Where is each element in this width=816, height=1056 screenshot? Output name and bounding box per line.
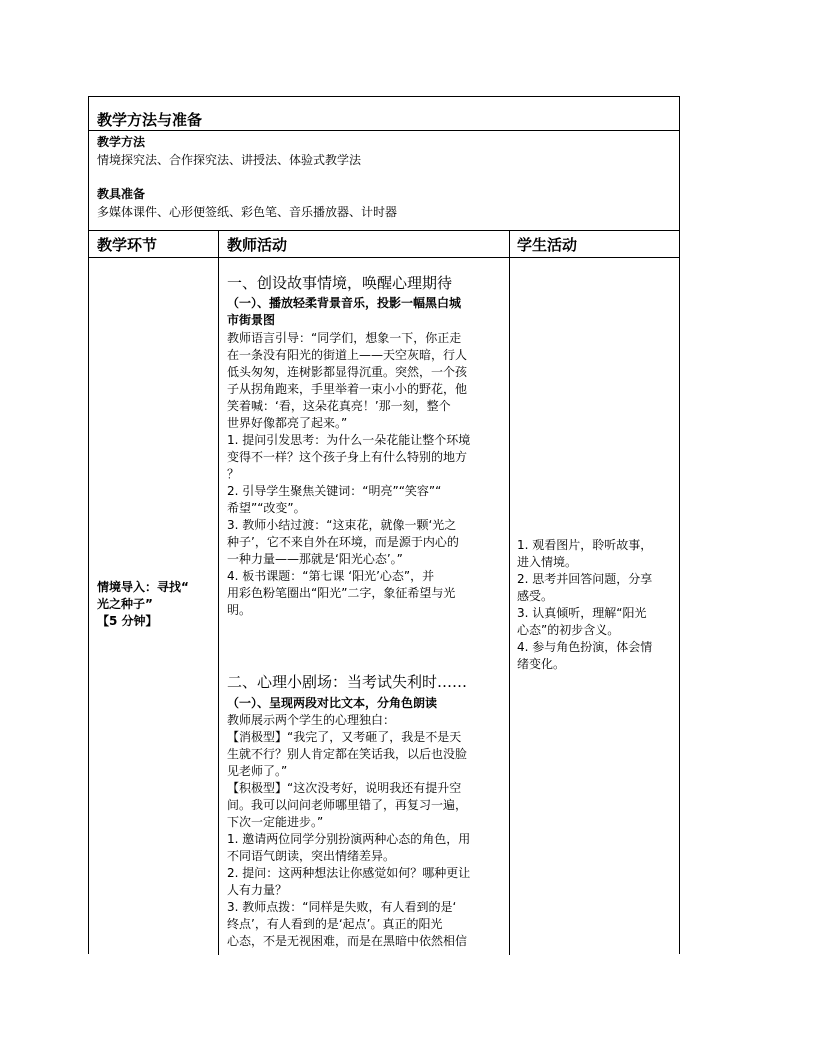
text-line: 心态”的初步含义。 bbox=[517, 623, 620, 637]
text-line: （一）、播放轻柔背景音乐，投影一幅黑白城 bbox=[227, 296, 462, 310]
text-line: 变得不一样？这个孩子身上有什么特别的地方 bbox=[227, 450, 468, 464]
part1-body bbox=[227, 330, 470, 619]
text-line: 4. 参与角色扮演，体会情 bbox=[517, 640, 653, 654]
text-line: 低头匆匆，连树影都显得沉重。突然，一个孩 bbox=[227, 365, 468, 379]
part2-body bbox=[227, 712, 470, 950]
text-line: 【消极型】“我完了，又考砸了，我是不是天 bbox=[227, 730, 462, 744]
text-line: 生就不行？别人肯定都在笑话我，以后也没脸 bbox=[227, 747, 468, 761]
text-line: 间。我可以问问老师哪里错了，再复习一遍， bbox=[227, 798, 468, 812]
text-line: 笑着喊：‘看，这朵花真亮！’那一刻，整个 bbox=[227, 399, 451, 413]
section-title: 教学方法与准备 bbox=[97, 111, 203, 129]
text-line: 3. 教师小结过渡：“这束花，就像一颗‘光之 bbox=[227, 518, 457, 532]
part2-title: 二、心理小剧场：当考试失利时…… bbox=[227, 673, 468, 691]
text-line: 种子’，它不来自外在环境，而是源于内心的 bbox=[227, 535, 459, 549]
stage-line: 光之种子” bbox=[97, 597, 153, 611]
text-line: 一种力量——那就是‘阳光心态’。” bbox=[227, 552, 403, 566]
methods-heading: 教学方法 bbox=[97, 135, 146, 149]
text-line: 感受。 bbox=[517, 589, 554, 603]
row-divider bbox=[89, 130, 679, 131]
text-line: 3. 认真倾听，理解“阳光 bbox=[517, 606, 647, 620]
text-line: 1. 提问引发思考：为什么一朵花能让整个环境 bbox=[227, 433, 471, 447]
methods-text: 情境探究法、合作探究法、讲授法、体验式教学法 bbox=[97, 153, 362, 167]
text-line: ？ bbox=[227, 467, 240, 481]
text-line: 不同语气朗读，突出情绪差异。 bbox=[227, 849, 396, 863]
tools-heading: 教具准备 bbox=[97, 187, 146, 201]
stage-duration: 【5 分钟】 bbox=[97, 614, 158, 628]
lesson-plan-table bbox=[88, 96, 680, 954]
text-line: 4. 板书课题：“第七课 ‘阳光’心态”，并 bbox=[227, 569, 435, 583]
text-line: 下次一定能进步。” bbox=[227, 815, 324, 829]
text-line: 世界好像都亮了起来。” bbox=[227, 416, 348, 430]
column-divider bbox=[218, 230, 219, 955]
stage-cell bbox=[97, 579, 189, 630]
text-line: 【积极型】“这次没考好，说明我还有提升空 bbox=[227, 781, 462, 795]
text-line: 心态，不是无视困难，而是在黑暗中依然相信 bbox=[227, 934, 468, 948]
text-line: 希望”“改变”。 bbox=[227, 501, 306, 515]
text-line: 教师展示两个学生的心理独白： bbox=[227, 713, 396, 727]
text-line: 3. 教师点拨：“同样是失败，有人看到的是‘ bbox=[227, 900, 457, 914]
text-line: 2. 思考并回答问题，分享 bbox=[517, 572, 653, 586]
student-activities bbox=[517, 537, 652, 673]
text-line: 进入情境。 bbox=[517, 555, 578, 569]
row-divider bbox=[89, 257, 679, 258]
text-line: 1. 观看图片，聆听故事， bbox=[517, 538, 653, 552]
text-line: 人有力量？ bbox=[227, 883, 288, 897]
part1-subtitle bbox=[227, 295, 461, 329]
text-line: 市街景图 bbox=[227, 313, 276, 327]
row-divider bbox=[89, 230, 679, 231]
column-header-stage: 教学环节 bbox=[97, 236, 158, 254]
text-line: 用彩色粉笔圈出“阳光”二字，象征希望与光 bbox=[227, 586, 456, 600]
text-line: 见老师了。” bbox=[227, 764, 288, 778]
text-line: 子从拐角跑来，手里举着一束小小的野花，他 bbox=[227, 382, 468, 396]
text-line: 2. 引导学生聚焦关键词：“明亮”“笑容”“ bbox=[227, 484, 442, 498]
stage-line: 情境导入：寻找“ bbox=[97, 580, 189, 594]
part2-subtitle: （一）、呈现两段对比文本，分角色朗读 bbox=[227, 696, 438, 710]
column-header-teacher: 教师活动 bbox=[227, 236, 288, 254]
text-line: 终点’，有人看到的是‘起点’。真正的阳光 bbox=[227, 917, 443, 931]
tools-text: 多媒体课件、心形便签纸、彩色笔、音乐播放器、计时器 bbox=[97, 205, 398, 219]
text-line: 明。 bbox=[227, 603, 252, 617]
part1-title: 一、创设故事情境，唤醒心理期待 bbox=[227, 274, 453, 292]
text-line: 2. 提问：这两种想法让你感觉如何？哪种更让 bbox=[227, 866, 471, 880]
text-line: 教师语言引导：“同学们，想象一下，你正走 bbox=[227, 331, 462, 345]
text-line: 在一条没有阳光的街道上——天空灰暗，行人 bbox=[227, 348, 468, 362]
column-header-student: 学生活动 bbox=[517, 236, 578, 254]
text-line: 1. 邀请两位同学分别扮演两种心态的角色，用 bbox=[227, 832, 471, 846]
column-divider bbox=[509, 230, 510, 955]
text-line: 绪变化。 bbox=[517, 657, 566, 671]
